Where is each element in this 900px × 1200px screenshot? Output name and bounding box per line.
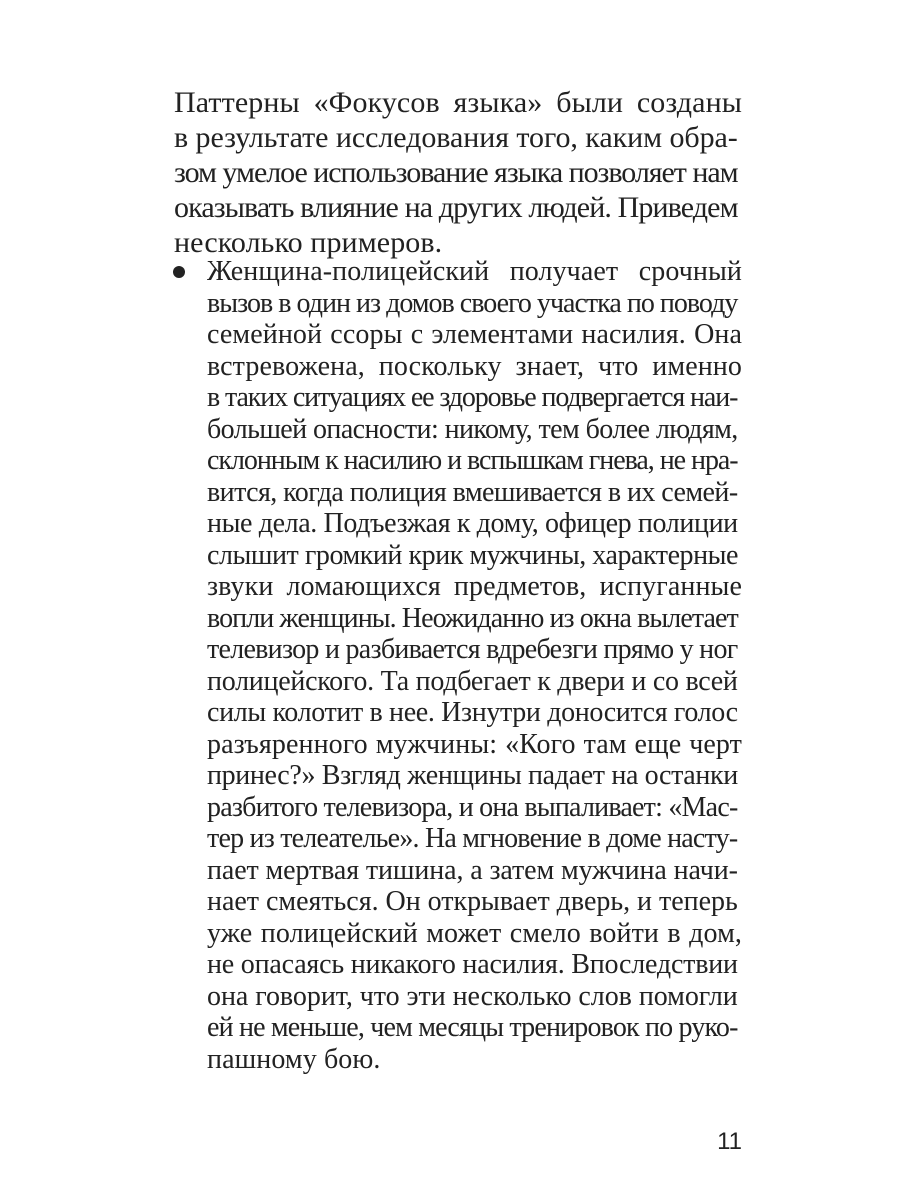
page-number: 11 bbox=[717, 1128, 742, 1155]
bullet-line: ей не меньше, чем месяцы тренировок по руко- bbox=[207, 1012, 738, 1043]
bullet-line: вится, когда полиция вмешивается в их семей- bbox=[207, 476, 738, 508]
intro-line: несколько примеров. bbox=[174, 226, 443, 259]
bullet-line: она говорит, что эти несколько слов помогли bbox=[207, 980, 738, 1012]
bullet-line: пает мертвая тишина, а затем мужчина начи- bbox=[207, 854, 738, 886]
bullet-line: тер из телеателье». На мгновение в доме насту- bbox=[207, 823, 738, 854]
bullet-line: разбитого телевизора, и она выпаливает: «Мас- bbox=[207, 791, 738, 823]
bullet-line: вызов в один из домов своего участка по поводу bbox=[207, 287, 738, 319]
intro-line: зом умелое использование языка позволяет нам bbox=[174, 156, 738, 189]
bullet-line: ные дела. Подъезжая к дому, офицер полиции bbox=[207, 508, 738, 539]
bullet-line: Женщина-полицейский получает срочный bbox=[207, 256, 742, 287]
bullet-line: большей опасности: никому, тем более людям, bbox=[207, 413, 738, 445]
bullet-line: семейной ссоры с элементами насилия. Она bbox=[207, 319, 742, 350]
bullet-line: встревожена, поскольку знает, что именно bbox=[207, 350, 742, 382]
bullet-line: уже полицейский может смело войти в дом, bbox=[207, 917, 742, 949]
bullet-line: звуки ломающихся предметов, испуганные bbox=[207, 571, 742, 602]
bullet-line: разъяренного мужчины: «Кого там еще черт bbox=[207, 728, 742, 760]
bullet-line: в таких ситуациях ее здоровье подвергается наи- bbox=[207, 382, 738, 413]
bullet-line: телевизор и разбивается вдребезги прямо у ног bbox=[207, 634, 738, 665]
intro-line: Паттерны «Фокусов языка» были созданы bbox=[174, 86, 742, 119]
bullet-line: не опасаясь никакого насилия. Впоследствии bbox=[207, 949, 738, 980]
intro-line: оказывать влияние на других людей. Приведем bbox=[174, 191, 738, 224]
bullet-line: силы колотит в нее. Изнутри доносится голос bbox=[207, 697, 738, 728]
bullet-line: пашному бою. bbox=[207, 1043, 381, 1075]
bullet-line: нает смеяться. Он открывает дверь, и теперь bbox=[207, 886, 738, 917]
bullet-line: принес?» Взгляд женщины падает на останки bbox=[207, 760, 738, 791]
bullet-icon bbox=[173, 266, 185, 278]
bullet-line: склонным к насилию и вспышкам гнева, не нра- bbox=[207, 445, 738, 476]
bullet-line: вопли женщины. Неожиданно из окна вылетает bbox=[207, 602, 738, 634]
bullet-line: полицейского. Та подбегает к двери и со всей bbox=[207, 665, 738, 697]
bullet-line: слышит громкий крик мужчины, характерные bbox=[207, 539, 738, 571]
intro-line: в результате исследования того, каким обра- bbox=[174, 121, 738, 154]
